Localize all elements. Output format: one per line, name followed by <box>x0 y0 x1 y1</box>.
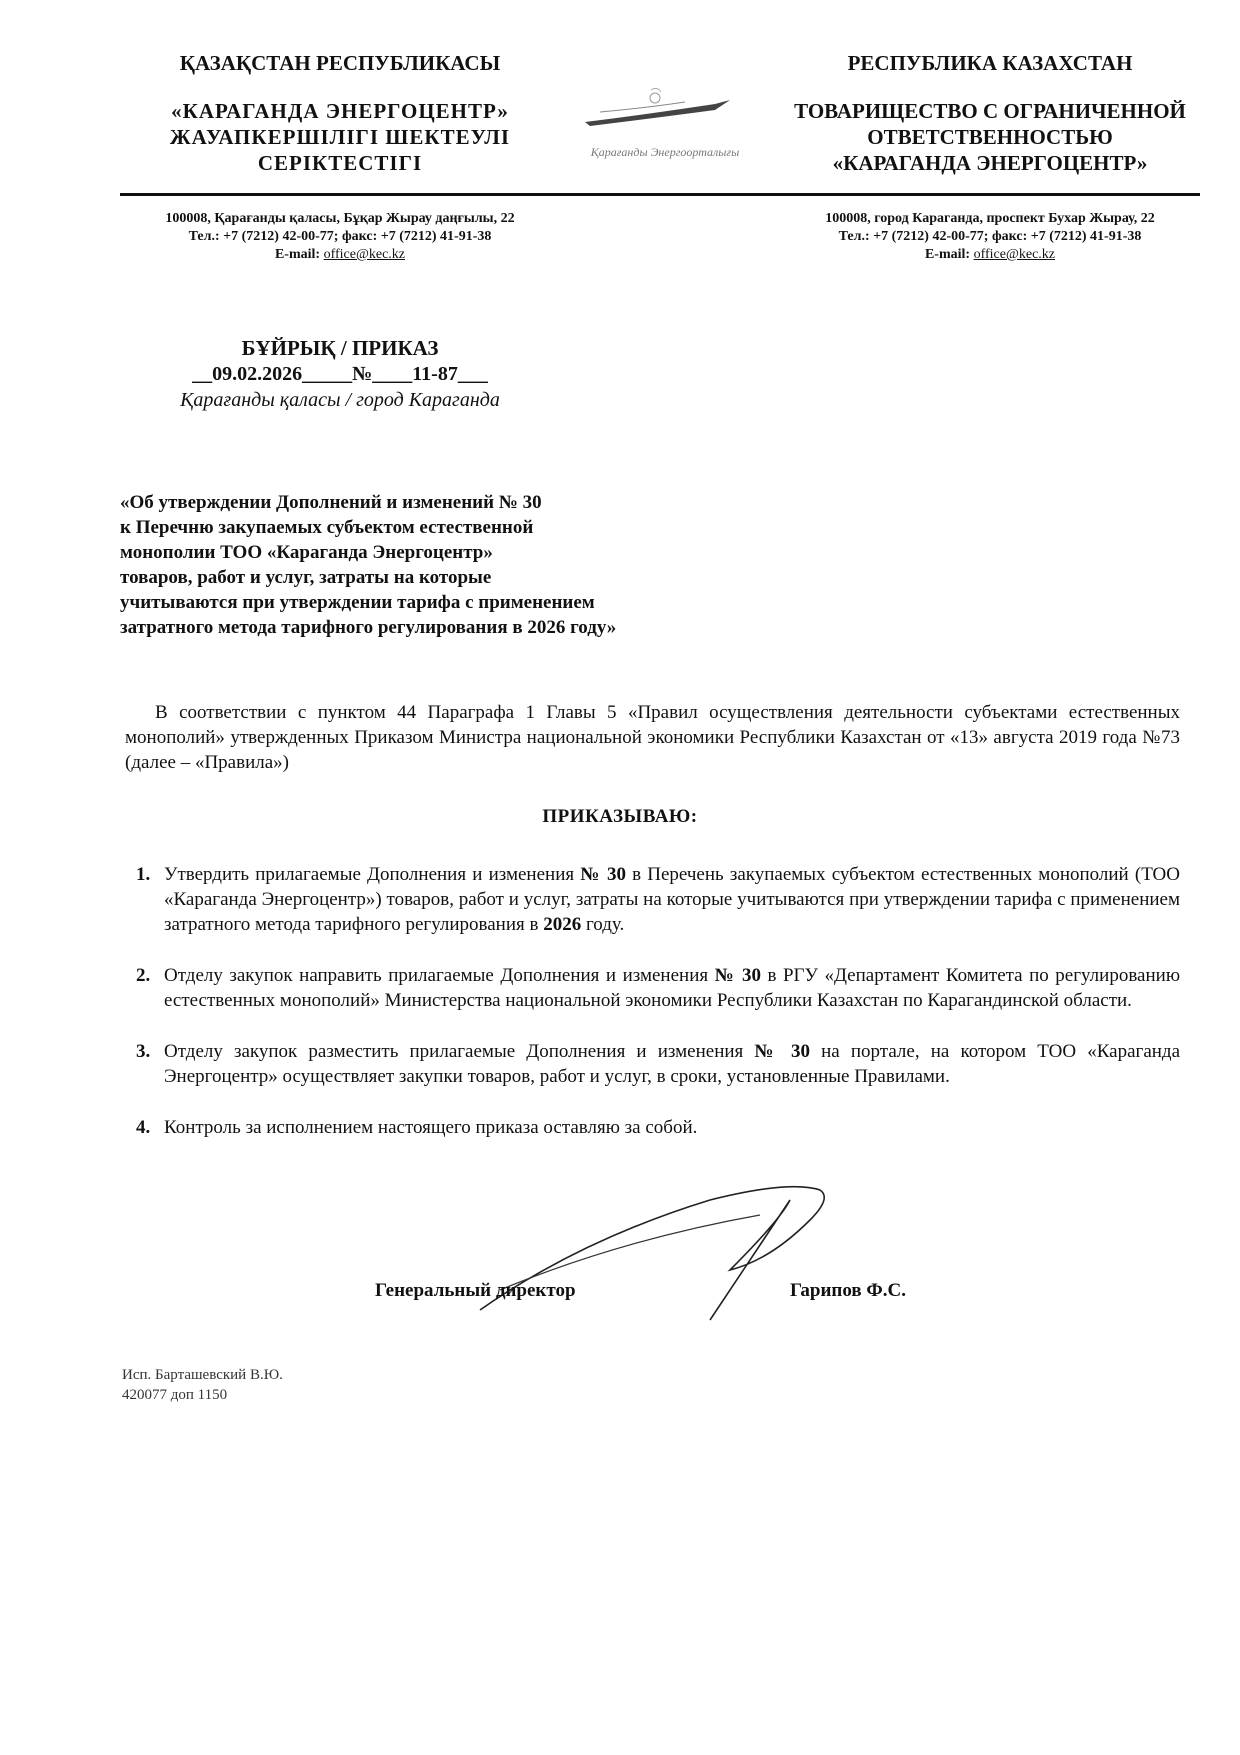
org-name-kz-line2: ЖАУАПКЕРШІЛІГІ ШЕКТЕУЛІ <box>169 125 511 149</box>
org-name-kz-line3: СЕРІКТЕСТІГІ <box>257 151 423 175</box>
order-subject <box>120 490 760 640</box>
item-text: на портале, на котором ТОО «Караганда Энергоцентр» осуществляет закупки товаров, работ и услуг, в сроки, установленные Правилами. <box>164 1041 1181 1087</box>
signatory-role: Генеральный директор <box>375 1280 576 1301</box>
item-text: Контроль за исполнением настоящего приказа оставляю за собой. <box>164 1117 698 1138</box>
org-name-ru-line3: «КАРАГАНДА ЭНЕРГОЦЕНТР» <box>832 151 1148 175</box>
item-text: Отделу закупок направить прилагаемые Дополнения и изменения <box>164 965 715 986</box>
subject-line: к Перечню закупаемых субъектом естественной <box>120 517 534 538</box>
item-text-bold: 2026 <box>543 914 582 935</box>
subject-line: «Об утверждении Дополнений и изменений № 30 <box>120 492 542 513</box>
signatory-name: Гарипов Ф.С. <box>790 1280 906 1301</box>
order-directive-heading: ПРИКАЗЫВАЮ: <box>542 806 698 827</box>
org-name-ru-line1: ТОВАРИЩЕСТВО С ОГРАНИЧЕННОЙ <box>794 99 1186 123</box>
handwritten-signature <box>460 1180 840 1330</box>
email-link-kz[interactable]: office@kec.kz <box>323 247 406 262</box>
order-date-number: __09.02.2026_____№____11-87___ <box>192 363 488 385</box>
org-name-ru-line2: ОТВЕТСТВЕННОСТЬЮ <box>867 125 1113 149</box>
order-number-sign: № <box>352 363 373 385</box>
item-number: 1. <box>136 864 151 885</box>
list-item <box>130 963 1180 1013</box>
list-item <box>130 1039 1180 1089</box>
order-city: Қарағанды қаласы / город Караганда <box>180 389 500 411</box>
address-kz: 100008, Қарағанды қаласы, Бұқар Жырау даңғылы, 22 <box>165 211 515 226</box>
order-items-list <box>130 862 1180 1166</box>
item-text: году. <box>581 914 625 935</box>
item-text: Утвердить прилагаемые Дополнения и изменения <box>164 864 581 885</box>
order-block <box>130 335 550 413</box>
header-divider <box>120 193 1200 196</box>
org-name-kz-line1: «КАРАГАНДА ЭНЕРГОЦЕНТР» <box>171 99 509 123</box>
order-number: 11-87 <box>412 363 458 385</box>
country-name-kz: ҚАЗАҚСТАН РЕСПУБЛИКАСЫ <box>179 51 501 75</box>
header-right <box>780 50 1200 176</box>
item-text-bold: № 30 <box>754 1041 811 1062</box>
executor-phone: 420077 доп 1150 <box>122 1387 228 1403</box>
list-item <box>130 1115 1180 1140</box>
address-block-kz <box>120 210 560 264</box>
intro-paragraph: В соответствии с пунктом 44 Параграфа 1 Главы 5 «Правил осуществления деятельности субъектами естественных монополий» утвержденных Приказом Министра национальной экономики Республики Казахстан от «13» августа 2019 года №73 (далее – «Правила») <box>125 702 1180 773</box>
header-left <box>120 50 560 176</box>
logo-text: Қарағанды Энергоорталығы <box>590 145 740 159</box>
item-number: 2. <box>136 965 151 986</box>
item-text-bold: № 30 <box>714 965 761 986</box>
email-line-ru <box>770 246 1210 264</box>
country-name-ru: РЕСПУБЛИКА КАЗАХСТАН <box>847 51 1133 75</box>
executor-info <box>122 1365 283 1405</box>
email-label-ru: E-mail: <box>924 247 971 262</box>
email-link-ru[interactable]: office@kec.kz <box>973 247 1056 262</box>
item-text: в РГУ «Департамент Комитета по регулированию естественных монополий» Министерства национальной экономики Республики Казахстан по Карагандинской области. <box>164 965 1181 1011</box>
subject-line: монополии ТОО «Караганда Энергоцентр» <box>120 542 493 563</box>
address-ru: 100008, город Караганда, проспект Бухар Жырау, 22 <box>825 211 1155 226</box>
list-item <box>130 862 1180 937</box>
order-title: БҰЙРЫҚ / ПРИКАЗ <box>241 336 439 360</box>
item-text: в Перечень закупаемых субъектом естественных монополий (ТОО «Караганда Энергоцентр») товаров, работ и услуг, затраты на которые учитываются при утверждении тарифа с применением затратного метода тарифного регулирования в <box>164 864 1181 935</box>
phone-kz: Тел.: +7 (7212) 42-00-77; факс: +7 (7212) 41-91-38 <box>188 229 492 244</box>
company-logo <box>565 82 765 172</box>
subject-line: затратного метода тарифного регулирования в 2026 году» <box>120 617 617 638</box>
phone-ru: Тел.: +7 (7212) 42-00-77; факс: +7 (7212) 41-91-38 <box>838 229 1142 244</box>
address-block-ru <box>770 210 1210 264</box>
subject-line: товаров, работ и услуг, затраты на которые <box>120 567 492 588</box>
subject-line: учитываются при утверждении тарифа с применением <box>120 592 595 613</box>
order-date: 09.02.2026 <box>212 363 303 385</box>
item-number: 4. <box>136 1117 151 1138</box>
item-number: 3. <box>136 1041 151 1062</box>
item-text-bold: № 30 <box>580 864 626 885</box>
email-label-kz: E-mail: <box>274 247 321 262</box>
executor-name: Исп. Барташевский В.Ю. <box>122 1367 283 1383</box>
item-text: Отделу закупок разместить прилагаемые Дополнения и изменения <box>164 1041 755 1062</box>
email-line-kz <box>120 246 560 264</box>
logo-icon <box>565 82 765 172</box>
